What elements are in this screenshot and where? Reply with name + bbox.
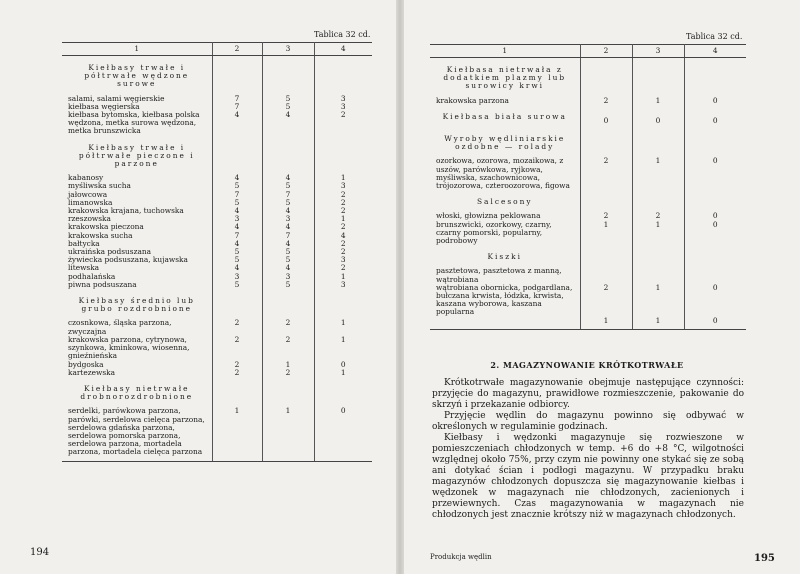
table-row [62, 336, 372, 361]
table-cell: 0 [712, 315, 718, 325]
table-cell: 5 [262, 182, 314, 190]
table-cell: 1 [212, 407, 262, 456]
table-cell [212, 136, 262, 175]
table-cell: 2 [580, 284, 632, 317]
table-cell [262, 56, 314, 95]
table-cell: 5 [212, 182, 262, 190]
table-cell: 2 [262, 319, 314, 335]
table-cell [314, 56, 372, 95]
table-cell: 2 [212, 361, 262, 369]
table-cell: 1 [632, 97, 684, 105]
table-cell: 3 [340, 101, 346, 111]
column-header: 1 [62, 43, 212, 56]
section-row [62, 377, 372, 407]
table-cell: 4 [262, 111, 314, 136]
table-cell: 5 [262, 281, 314, 289]
table-row [62, 369, 372, 377]
table-cell: 2 [580, 212, 632, 220]
product-name: włoski, głowizna peklowana [430, 212, 580, 220]
section-row [430, 127, 746, 157]
table-cell [632, 245, 684, 267]
table-cell: 2 [340, 247, 346, 257]
table-cell: 1 [632, 157, 684, 190]
product-name: krakowska sucha [62, 232, 212, 240]
table-cell: 7 [212, 232, 262, 240]
table-cell: 5 [262, 248, 314, 256]
table-cell [580, 127, 632, 157]
table-cell: 3 [212, 273, 262, 281]
section-title: Kiełbasy nietrwałe drobnorozdrobnione [62, 377, 212, 407]
table-cell: 2 [580, 97, 632, 105]
table-cell: 3 [212, 215, 262, 223]
column-header: 2 [580, 45, 632, 58]
table-cell: 7 [262, 191, 314, 199]
section-title: Salcesony [430, 190, 580, 212]
table-cell: 5 [212, 248, 262, 256]
table-cell: 7 [212, 95, 262, 103]
section-title: Kiełbasa nietrwała z dodatkiem plazmy lub surowicy krwi [430, 58, 580, 97]
table-cell: 5 [262, 95, 314, 103]
table-cell: 4 [212, 223, 262, 231]
table-cell: 0 [712, 282, 718, 292]
table-cell: 1 [340, 173, 346, 183]
table-cell [262, 136, 314, 175]
section-title: Kiełbasy trwałe i półtrwałe wędzone surowe [62, 56, 212, 95]
table-cell: 1 [262, 407, 314, 456]
table-cell [684, 190, 746, 212]
product-name: kartezewska [62, 369, 212, 377]
table-cell: 4 [262, 174, 314, 182]
product-name: rzeszowska [62, 215, 212, 223]
table-cell: 1 [580, 221, 632, 246]
table-cell [314, 289, 372, 319]
table-cell: 7 [262, 232, 314, 240]
table-cell: 5 [212, 256, 262, 264]
table-cell [632, 58, 684, 97]
table-row [62, 319, 372, 335]
table-cell: 2 [340, 206, 346, 216]
product-name: czosnkowa, śląska parzona, zwyczajna [62, 319, 212, 335]
table-cell: 1 [262, 361, 314, 369]
table-cell [632, 190, 684, 212]
product-name: krakowska parzona [430, 97, 580, 105]
data-table-left [62, 42, 372, 462]
table-cell: 4 [262, 264, 314, 272]
table-cell: 1 [340, 334, 346, 344]
table-cell: 0 [632, 105, 684, 127]
table-cell: 3 [262, 215, 314, 223]
table-cell: 4 [212, 264, 262, 272]
table-cell: 7 [212, 103, 262, 111]
section-row [430, 58, 746, 97]
table-cell: 1 [340, 367, 346, 377]
table-cell: 0 [712, 211, 718, 221]
column-header: 3 [262, 43, 314, 56]
table-cell [314, 377, 372, 407]
table-cell: 2 [340, 110, 346, 120]
table-cell: 5 [212, 199, 262, 207]
paragraph: Kiełbasy i wędzonki magazynuje się rozwieszone w pomieszczeniach chłodzonych w temp. +6 do +8 °C, wilgotności względnej około 75%, przy czym nie powinny one stykać się ze sobą ani dotykać ścian i podłogi magazynu. W przypadku braku magazynów chłodzonych dopuszcza się magazynowanie kiełbas i wędzonek w magazynach nie chłodzonych, zacienionych i przewiewnych. Czas magazynowania w magazynach nie chłodzonych jest znacznie krótszy niż w magazynach chłodzonych. [432, 433, 744, 520]
paragraph: Krótkotrwałe magazynowanie obejmuje następujące czynności: przyjęcie do magazynu, prawidłowe rozmieszczenie, pakowanie do skrzyń i przekazanie odbiorcy. [432, 378, 744, 410]
table-bottom-rule [430, 325, 746, 330]
table-cell: 1 [340, 214, 346, 224]
section-title: Wyroby wędliniarskie ozdobne — rolady [430, 127, 580, 157]
section-row [430, 190, 746, 212]
section-title: Kiełbasy trwałe i półtrwałe pieczone i parzone [62, 136, 212, 175]
paragraph: Przyjęcie wędlin do magazynu powinno się odbywać w określonych w regulaminie godzinach. [432, 411, 744, 432]
section-title: Kiełbasa biała surowa [430, 105, 580, 127]
table-cell: 0 [712, 115, 718, 125]
table-cell [262, 377, 314, 407]
product-name: limanowska [62, 199, 212, 207]
table-cell [580, 245, 632, 267]
table-row [62, 256, 372, 264]
table-row [430, 157, 746, 190]
product-name: salami, salami węgierskie [62, 95, 212, 103]
table-cell: 5 [212, 281, 262, 289]
table-cell: 4 [212, 240, 262, 248]
product-name: krakowska parzona, cytrynowa, szynkowa, kminkowa, wiosenna, gnieźnieńska [62, 336, 212, 361]
product-name: serdelki, parówkowa parzona, parówki, serdelowa cielęca parzona, serdelowa gdańska parzona, serdelowa pomorska parzona, serdelowa parzona, mortadela parzona, mortadela cielęca parzona [62, 407, 212, 456]
table-cell: 1 [632, 317, 684, 325]
product-name: kiełbasa bytomska, kiełbasa polska wędzona, metka surowa wędzona, metka brunszwicka [62, 111, 212, 136]
table-cell: 2 [340, 263, 346, 273]
product-name: piwna podsuszana [62, 281, 212, 289]
product-name: wątrobiana obornicka, podgardlana, bułczana krwista, łódzka, krwista, kaszana wyborowa, kaszana popularna [430, 284, 580, 317]
table-cell: 2 [340, 222, 346, 232]
table-cell [212, 377, 262, 407]
table-cell: 2 [262, 369, 314, 377]
table-cell: 1 [340, 318, 346, 328]
page-number: 195 [754, 553, 775, 564]
table-cell [580, 58, 632, 97]
table-cell [632, 127, 684, 157]
section-row [62, 289, 372, 319]
column-header: 4 [684, 45, 746, 58]
product-name: podhalańska [62, 273, 212, 281]
column-header: 4 [314, 43, 372, 56]
table-cell: 4 [262, 207, 314, 215]
column-header: 3 [632, 45, 684, 58]
table-reference: Tablica 32 cd. [314, 30, 371, 39]
table-cell: 1 [632, 284, 684, 317]
table-cell: 1 [340, 271, 346, 281]
table-cell: 2 [340, 189, 346, 199]
page-number: 194 [30, 547, 50, 558]
column-header: 1 [430, 45, 580, 58]
table-cell: 2 [580, 157, 632, 190]
table-bottom-rule [62, 457, 372, 462]
table-cell: 0 [580, 105, 632, 127]
table-row [62, 281, 372, 289]
product-name: brunszwicki, ozorkowy, czarny, czarny pomorski, popularny, podrobowy [430, 221, 580, 246]
table-cell: 2 [212, 369, 262, 377]
table-cell: 4 [262, 223, 314, 231]
product-name: litewska [62, 264, 212, 272]
column-header: 2 [212, 43, 262, 56]
table-cell [684, 58, 746, 97]
table-row [62, 182, 372, 190]
table-cell: 4 [212, 111, 262, 136]
product-name: myśliwska sucha [62, 182, 212, 190]
table-cell: 5 [262, 256, 314, 264]
table-cell [580, 190, 632, 212]
table-cell [632, 267, 684, 283]
product-name: bydgoska [62, 361, 212, 369]
table-cell: 2 [340, 238, 346, 248]
table-cell: 0 [712, 95, 718, 105]
table-cell: 1 [632, 221, 684, 246]
table-cell: 3 [340, 93, 346, 103]
table-cell: 2 [262, 336, 314, 361]
product-name: ozorkowa, ozorowa, mozaikowa, z uszów, parówkowa, ryjkowa, myśliwska, szachownicowa, trójozorowa, czteroozorowa, figowa [430, 157, 580, 190]
table-cell [684, 267, 746, 283]
section-row [430, 105, 746, 127]
product-name: pasztetowa, pasztetowa z manną, wątrobiana [430, 267, 580, 283]
table-cell: 4 [340, 230, 346, 240]
table-cell [314, 136, 372, 175]
table-cell: 3 [340, 255, 346, 265]
table-row [430, 284, 746, 317]
table-cell: 0 [712, 156, 718, 166]
table-row [430, 97, 746, 105]
table-cell: 4 [262, 240, 314, 248]
table-cell: 3 [340, 181, 346, 191]
table-cell: 2 [212, 319, 262, 335]
data-table-right [430, 44, 746, 330]
table-cell [684, 127, 746, 157]
table-row [430, 267, 746, 283]
table-cell: 3 [340, 279, 346, 289]
table-row [62, 111, 372, 136]
product-name: kiełbasa węgierska [62, 103, 212, 111]
table-cell: 2 [632, 212, 684, 220]
product-name: krakowska krajana, tuchowska [62, 207, 212, 215]
section-row [62, 136, 372, 175]
product-name: jałowcowa [62, 191, 212, 199]
section-heading: 2. MAGAZYNOWANIE KRÓTKOTRWAŁE [490, 360, 684, 370]
table-row [430, 317, 746, 325]
table-cell [580, 267, 632, 283]
table-cell [212, 56, 262, 95]
table-cell [212, 289, 262, 319]
product-name: kabanosy [62, 174, 212, 182]
product-name [430, 317, 580, 325]
table-cell [684, 245, 746, 267]
table-cell: 0 [340, 406, 346, 416]
section-title: Kiełbasy średnio lub grubo rozdrobnione [62, 289, 212, 319]
table-cell: 1 [580, 317, 632, 325]
section-title: Kiszki [430, 245, 580, 267]
book-gutter [396, 0, 404, 574]
table-cell: 2 [212, 336, 262, 361]
section-row [430, 245, 746, 267]
table-cell: 0 [712, 219, 718, 229]
table-reference: Tablica 32 cd. [686, 32, 743, 41]
table-cell: 0 [340, 359, 346, 369]
product-name: bałtycka [62, 240, 212, 248]
table-row [62, 407, 372, 456]
table-cell: 3 [262, 273, 314, 281]
table-cell: 5 [262, 103, 314, 111]
table-cell [262, 289, 314, 319]
table-cell: 4 [212, 174, 262, 182]
product-name: ukraińska podsuszana [62, 248, 212, 256]
table-cell: 7 [212, 191, 262, 199]
table-cell: 5 [262, 199, 314, 207]
table-row [62, 232, 372, 240]
table-cell: 4 [212, 207, 262, 215]
product-name: żywiecka podsuszana, kujawska [62, 256, 212, 264]
footer-note: Produkcja wędlin [430, 553, 492, 561]
table-row [430, 221, 746, 246]
table-cell: 2 [340, 197, 346, 207]
product-name: krakowska pieczona [62, 223, 212, 231]
section-row [62, 56, 372, 95]
